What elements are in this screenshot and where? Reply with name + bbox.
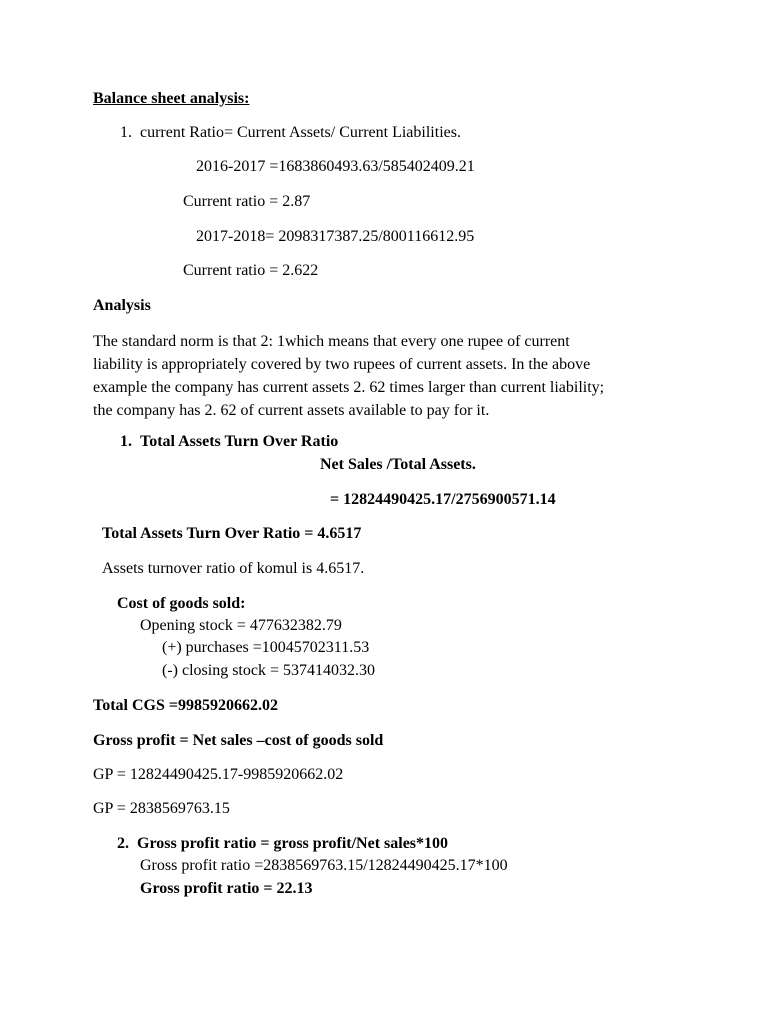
analysis-line: the company has 2. 62 of current assets available to pay for it. (93, 402, 490, 419)
analysis-heading: Analysis (93, 297, 151, 314)
cogs-heading: Cost of goods sold: (117, 595, 246, 612)
analysis-paragraph (93, 330, 693, 422)
current-ratio-2017-formula: 2017-2018= 2098317387.25/800116612.95 (196, 228, 475, 245)
gross-profit-formula: Gross profit = Net sales –cost of goods sold (93, 732, 384, 749)
cogs-opening-stock: Opening stock = 477632382.79 (140, 617, 342, 634)
document-title: Balance sheet analysis: (93, 90, 250, 107)
gross-profit-result: GP = 2838569763.15 (93, 800, 230, 817)
turnover-heading: 1. Total Assets Turn Over Ratio (120, 433, 339, 450)
gp-ratio-heading: 2. Gross profit ratio = gross profit/Net sales*100 (117, 835, 449, 852)
turnover-statement: Assets turnover ratio of komul is 4.6517. (102, 560, 365, 577)
analysis-line: liability is appropriately covered by two rupees of current assets. In the above (93, 356, 591, 373)
analysis-line: example the company has current assets 2. 62 times larger than current liability; (93, 379, 605, 396)
current-ratio-2017-result: Current ratio = 2.622 (183, 262, 319, 279)
gross-profit-computation: GP = 12824490425.17-9985920662.02 (93, 766, 344, 783)
cogs-total: Total CGS =9985920662.02 (93, 697, 278, 714)
cogs-closing-stock: (-) closing stock = 537414032.30 (162, 662, 375, 679)
analysis-line: The standard norm is that 2: 1which means that every one rupee of current (93, 333, 570, 350)
cogs-purchases: (+) purchases =10045702311.53 (162, 639, 370, 656)
gp-ratio-computation: Gross profit ratio =2838569763.15/12824490425.17*100 (140, 857, 508, 874)
current-ratio-2016-formula: 2016-2017 =1683860493.63/585402409.21 (196, 158, 475, 175)
current-ratio-heading: 1. current Ratio= Current Assets/ Current Liabilities. (120, 124, 461, 141)
turnover-formula: Net Sales /Total Assets. (320, 456, 476, 473)
turnover-result: Total Assets Turn Over Ratio = 4.6517 (102, 525, 362, 542)
current-ratio-2016-result: Current ratio = 2.87 (183, 193, 311, 210)
gp-ratio-result: Gross profit ratio = 22.13 (140, 880, 313, 897)
turnover-computation: = 12824490425.17/2756900571.14 (330, 491, 556, 508)
